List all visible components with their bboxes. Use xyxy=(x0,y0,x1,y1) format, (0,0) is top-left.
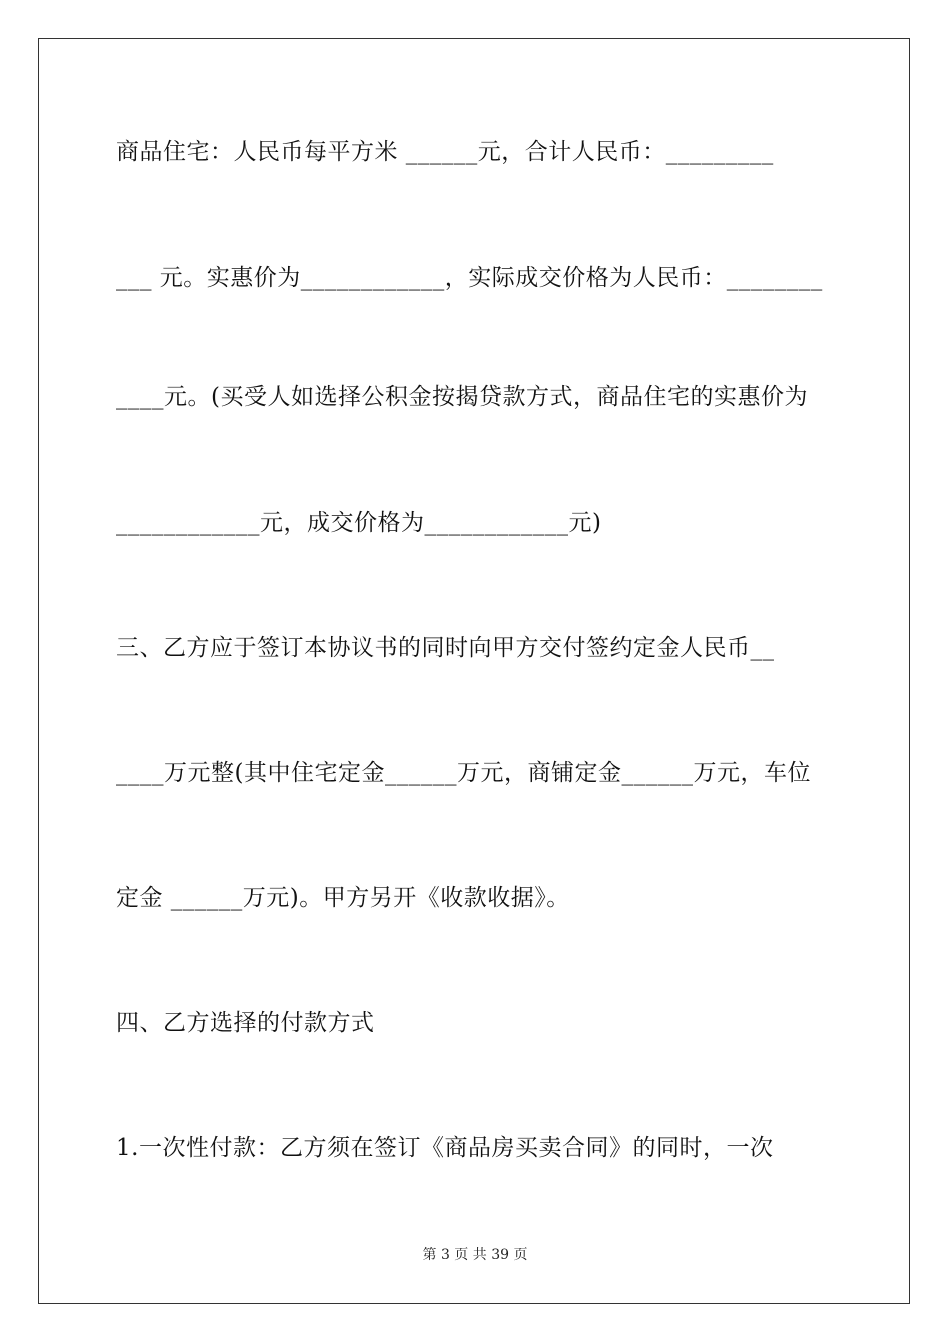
page-number-footer: 第 3 页 共 39 页 xyxy=(422,1247,528,1263)
paragraph-line-3: ____元。(买受人如选择公积金按揭贷款方式，商品住宅的实惠价为 xyxy=(116,384,808,410)
page-border xyxy=(38,38,910,1304)
paragraph-line-1: 商品住宅：人民币每平方米 ______元，合计人民币：_________ xyxy=(116,139,774,165)
paragraph-line-2: ___ 元。实惠价为____________，实际成交价格为人民币：________ xyxy=(116,265,823,291)
paragraph-line-4: ____________元，成交价格为____________元) xyxy=(116,510,602,536)
paragraph-line-6: ____万元整(其中住宅定金______万元，商铺定金______万元，车位 xyxy=(116,760,811,786)
paragraph-line-7: 定金 ______万元)。甲方另开《收款收据》。 xyxy=(116,885,570,911)
paragraph-line-9: 1.一次性付款：乙方须在签订《商品房买卖合同》的同时，一次 xyxy=(116,1135,774,1161)
paragraph-line-8: 四、乙方选择的付款方式 xyxy=(116,1010,375,1036)
paragraph-line-5: 三、乙方应于签订本协议书的同时向甲方交付签约定金人民币__ xyxy=(116,635,775,661)
